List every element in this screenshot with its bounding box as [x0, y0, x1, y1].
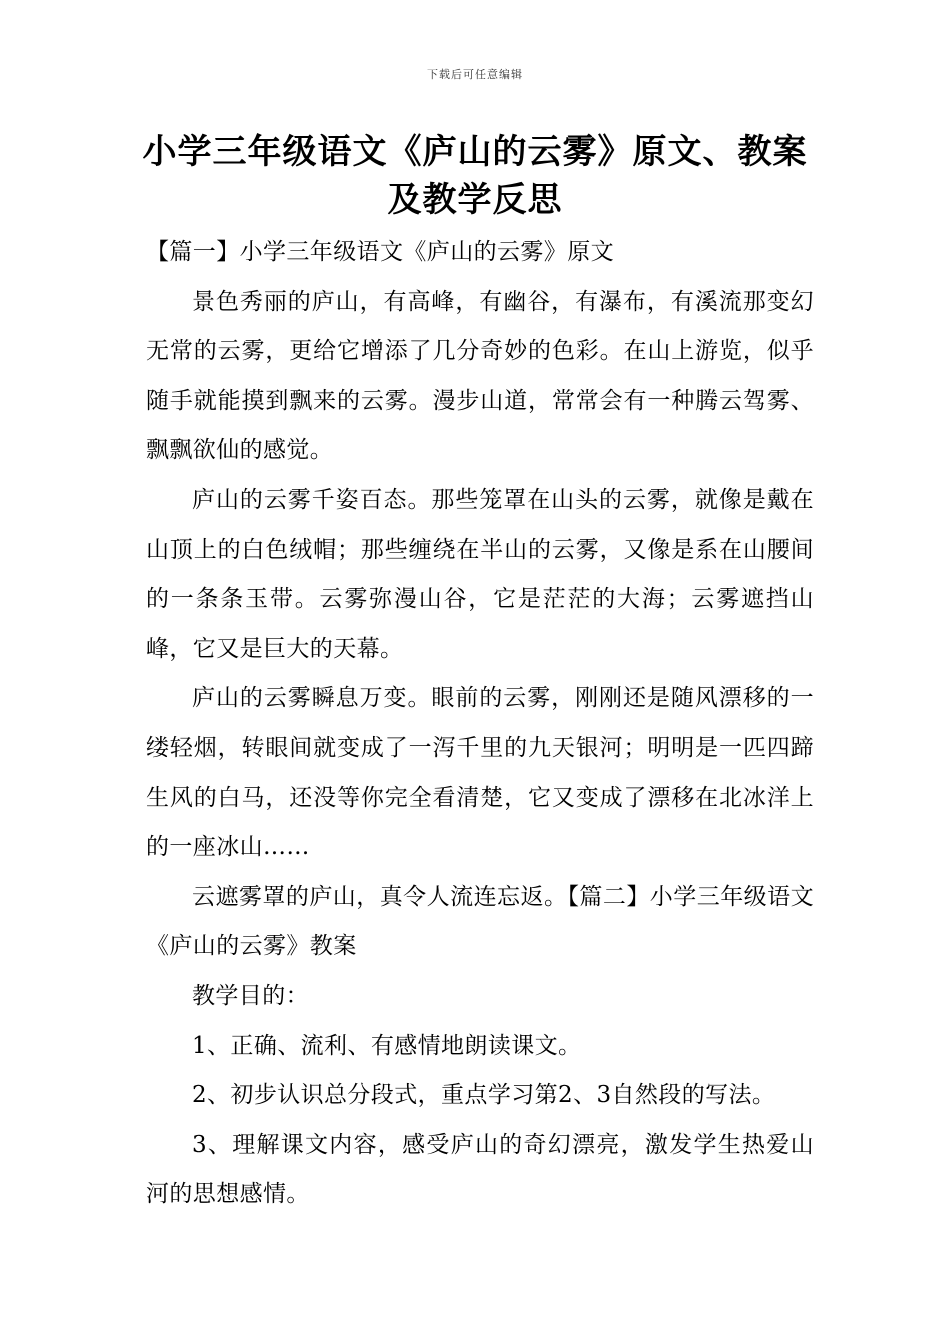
paragraph: 景色秀丽的庐山，有高峰，有幽谷，有瀑布，有溪流那变幻无常的云雾，更给它增添了几分奇妙的色彩。在山上游览，似乎随手就能摸到飘来的云雾。漫步山道，常常会有一种腾云驾雾、飘飘欲仙的感觉。: [146, 288, 814, 464]
list-item: 3、理解课文内容，感受庐山的奇幻漂亮，激发学生热爱山河的思想感情。: [146, 1131, 814, 1208]
list-item: 2、初步认识总分段式，重点学习第2、3自然段的写法。: [192, 1082, 776, 1109]
paragraph: 庐山的云雾瞬息万变。眼前的云雾，刚刚还是随风漂移的一缕轻烟，转眼间就变成了一泻千里的九天银河；明明是一匹四蹄生风的白马，还没等你完全看清楚，它又变成了漂移在北冰洋上的一座冰山……: [146, 685, 814, 861]
header-note: 下载后可任意编辑: [427, 68, 523, 81]
list-item: 1、正确、流利、有感情地朗读课文。: [192, 1032, 582, 1059]
paragraph: 庐山的云雾千姿百态。那些笼罩在山头的云雾，就像是戴在山顶上的白色绒帽；那些缠绕在半山的云雾，又像是系在山腰间的一条条玉带。云雾弥漫山谷，它是茫茫的大海；云雾遮挡山峰，它又是巨大的天幕。: [146, 486, 814, 662]
document-title: 小学三年级语文《庐山的云雾》原文、教案及教学反思: [142, 132, 808, 220]
section-heading: 【篇一】小学三年级语文《庐山的云雾》原文: [146, 239, 614, 265]
document-body: [146, 228, 814, 1220]
paragraph: 云遮雾罩的庐山，真令人流连忘返。【篇二】小学三年级语文《庐山的云雾》教案: [146, 883, 814, 960]
paragraph: 教学目的：: [192, 982, 309, 1009]
